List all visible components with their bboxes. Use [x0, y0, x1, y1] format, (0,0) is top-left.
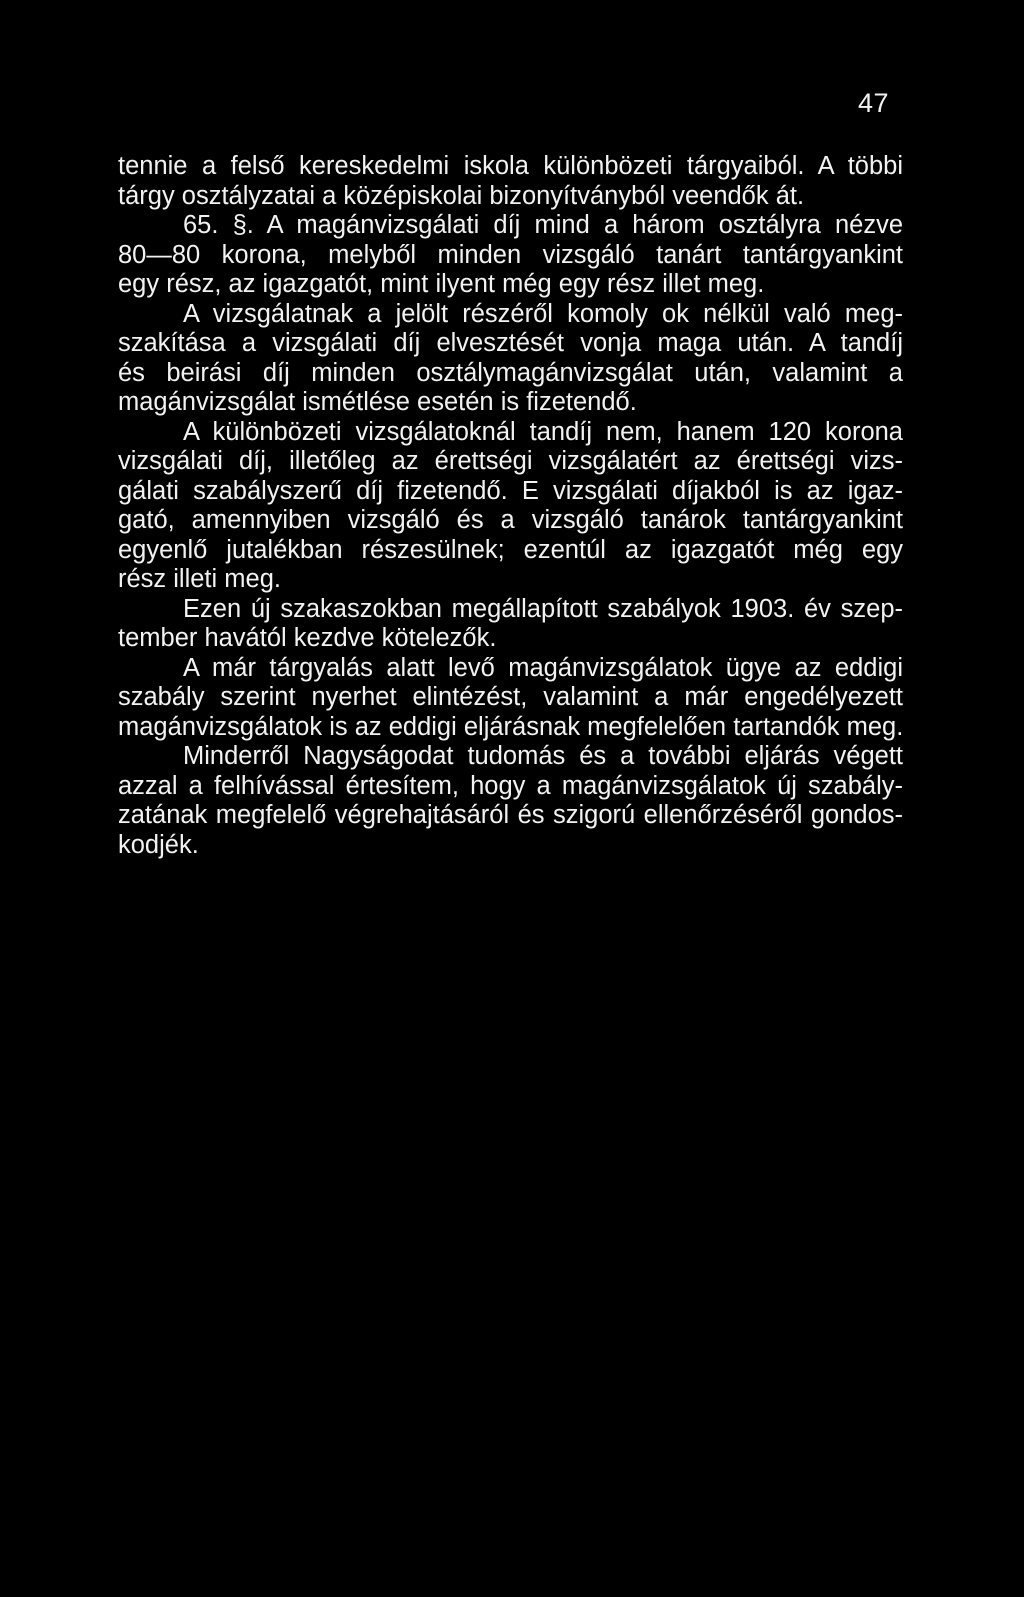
text-line: tember havától kezdve kötelezők. — [118, 624, 497, 652]
text-line: magánvizsgálatok is az eddigi eljárásnak megfelelően tartandók meg. — [118, 712, 904, 741]
text-line: azzal a felhívással értesítem, hogy a magánvizsgálatok új szabály- — [118, 771, 903, 800]
text-line: tennie a felső kereskedelmi iskola különbözeti tárgyaiból. A többi — [118, 152, 903, 180]
text-line: egy rész, az igazgatót, mint ilyent még egy rész illet meg. — [118, 270, 765, 298]
text-line: 65. §. A magánvizsgálati díj mind a három osztályra nézve — [183, 211, 903, 239]
text-line: A vizsgálatnak a jelölt részéről komoly ok nélkül való meg- — [183, 299, 903, 328]
text-line: Ezen új szakaszokban megállapított szabályok 1903. év szep- — [183, 594, 903, 623]
text-line: szakítása a vizsgálati díj elvesztését vonja maga után. A tandíj — [118, 329, 903, 357]
body-text — [118, 152, 903, 860]
text-line: rész illeti meg. — [118, 565, 281, 593]
text-line: egyenlő jutalékban részesülnek; ezentúl az igazgatót még egy — [118, 535, 903, 564]
text-line: gálati szabályszerű díj fizetendő. E vizsgálati díjakból is az igaz- — [118, 476, 903, 505]
text-line: 80—80 korona, melyből minden vizsgáló tanárt tantárgyankint — [118, 240, 903, 269]
text-line: szabály szerint nyerhet elintézést, valamint a már engedélyezett — [118, 683, 903, 711]
text-line: A különbözeti vizsgálatoknál tandíj nem, hanem 120 korona — [183, 417, 903, 446]
text-line: tárgy osztályzatai a középiskolai bizonyítványból veendők át. — [118, 181, 805, 210]
text-line: A már tárgyalás alatt levő magánvizsgálatok ügye az eddigi — [183, 653, 903, 682]
text-line: magánvizsgálat ismétlése esetén is fizetendő. — [118, 388, 637, 416]
text-line: zatának megfelelő végrehajtásáról és szigorú ellenőrzéséről gondos- — [118, 801, 903, 829]
text-line: gató, amennyiben vizsgáló és a vizsgáló tanárok tantárgyankint — [118, 506, 903, 534]
text-line: kodjék. — [118, 830, 199, 859]
text-line: Minderről Nagyságodat tudomás és a további eljárás végett — [183, 742, 903, 770]
text-line: vizsgálati díj, illetőleg az érettségi vizsgálatért az érettségi vizs- — [118, 447, 903, 475]
page-number: 47 — [858, 88, 890, 118]
text-line: és beirási díj minden osztálymagánvizsgálat után, valamint a — [118, 358, 903, 387]
